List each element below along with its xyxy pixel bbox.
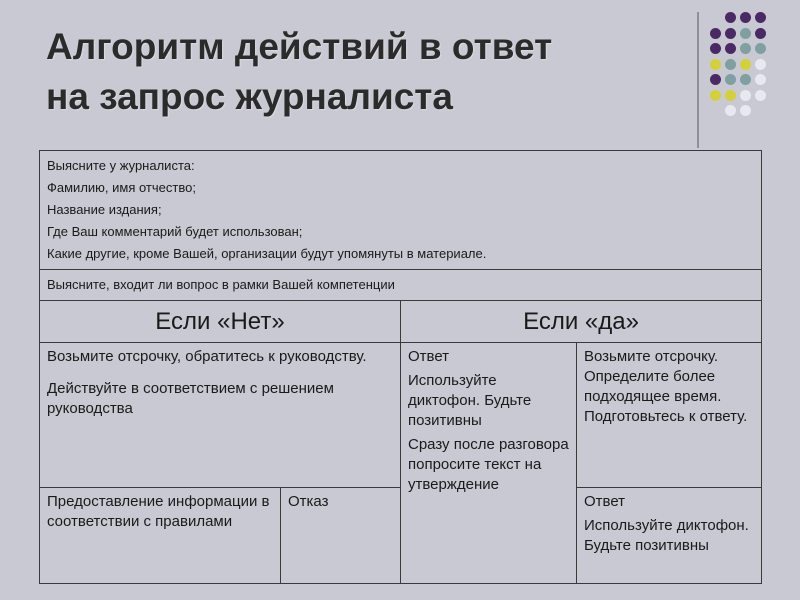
table-row [40,151,762,270]
decorative-dot [710,74,721,85]
answer-bottom-p1: Ответ [584,493,626,510]
no-action-p2: Действуйте в соответствием с решением руководства [47,380,334,417]
clarify-line: Фамилию, имя отчество; [47,180,196,195]
answer-bottom-cell [577,488,762,584]
title-line-2: на запрос журналиста [46,76,453,117]
decorative-dot [710,43,721,54]
slide-title [46,22,646,122]
table-row [40,301,762,343]
decorative-dot [725,28,736,39]
decorative-dot [740,59,751,70]
no-action-cell [40,343,401,488]
answer-bottom-p2: Используйте диктофон. Будьте позитивны [584,517,749,554]
if-yes-header: Если «да» [401,301,762,343]
delay-p2: Определите более подходящее время. [584,368,722,405]
decorative-dot [725,105,736,116]
clarify-line: Где Ваш комментарий будет использован; [47,224,303,239]
decorative-dot [755,59,766,70]
decorative-dot [740,105,751,116]
clarify-line: Название издания; [47,202,162,217]
algorithm-table [39,150,762,584]
decorative-dot [755,12,766,23]
delay-p1: Возьмите отсрочку. [584,348,719,365]
table-row [40,270,762,301]
decorative-dot [740,90,751,101]
table-row [40,343,762,488]
decorative-dot [755,74,766,85]
decorative-dot [710,28,721,39]
no-action-p1: Возьмите отсрочку, обратитесь к руководству. [47,348,367,365]
decorative-dot [710,90,721,101]
decorative-dot [725,90,736,101]
delay-p3: Подготовьтесь к ответу. [584,408,748,425]
answer-p3: Сразу после разговора попросите текст на утверждение [408,436,569,493]
decorative-dot [755,43,766,54]
decorative-dot [755,28,766,39]
provide-info-cell: Предоставление информации в соответствии с правилами [40,488,281,584]
decorative-dot [725,43,736,54]
decorative-dot [725,12,736,23]
vertical-divider [697,12,699,148]
refusal-cell: Отказ [281,488,401,584]
clarify-line: Выясните у журналиста: [47,158,195,173]
answer-cell [401,343,577,584]
decorative-dot [740,28,751,39]
if-no-header: Если «Нет» [40,301,401,343]
clarify-cell [40,151,762,270]
clarify-line: Какие другие, кроме Вашей, организации будут упомянуты в материале. [47,246,487,261]
decorative-dot [725,74,736,85]
decorative-dot [740,74,751,85]
decorative-dot [725,59,736,70]
competence-cell: Выясните, входит ли вопрос в рамки Вашей компетенции [40,270,762,301]
decorative-dot [740,43,751,54]
decorative-dot [755,90,766,101]
title-line-1: Алгоритм действий в ответ [46,26,553,67]
answer-p1: Ответ [408,348,450,365]
answer-p2: Используйте диктофон. Будьте позитивны [408,372,532,429]
decorative-dots [710,12,796,132]
decorative-dot [740,12,751,23]
delay-cell [577,343,762,488]
decorative-dot [710,59,721,70]
